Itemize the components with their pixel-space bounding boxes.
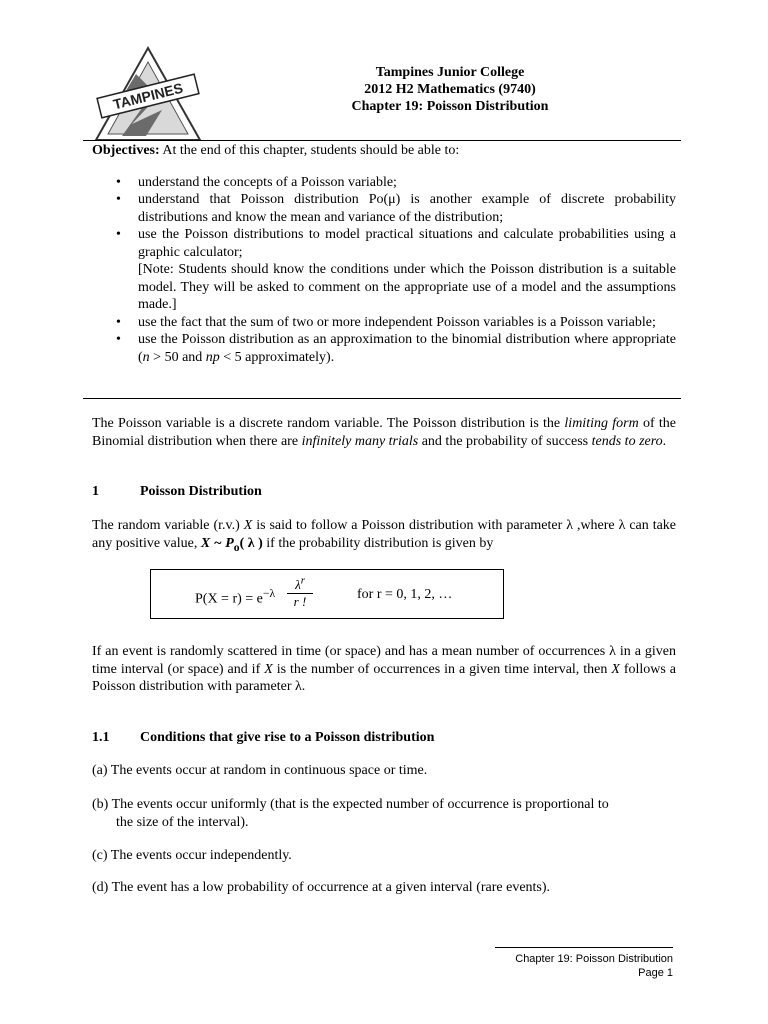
college-name: Tampines Junior College xyxy=(375,65,525,80)
section-1-heading: 1 Poisson Distribution xyxy=(92,484,262,499)
list-item: • understand that Poisson distribution Po(μ) is another example of discrete probability distributions and know the mean and variance of the distribution; xyxy=(116,192,676,225)
scatter-paragraph: If an event is randomly scattered in time (or space) and has a mean number of occurrences λ in a given time interval (or space) and if X is the number of occurrences in a given time interval, then X follows a Poisson distribution with parameter λ. xyxy=(92,644,677,694)
document-header xyxy=(300,64,600,115)
list-item: • use the Poisson distribution as an approximation to the binomial distribution where appropriate (n > 50 and np < 5 approximately). xyxy=(116,332,676,365)
condition-d: (d) The event has a low probability of occurrence at a given interval (rare events). xyxy=(92,880,551,895)
list-item: • use the Poisson distributions to model practical situations and calculate probabilities using a graphic calculator; [Note: Students should know the conditions under which the Poisson distribution is a suitable model. They will be asked to comment on the appropriate use of a model and the assumptions made.] xyxy=(116,227,676,312)
condition-c: (c) The events occur independently. xyxy=(92,848,292,863)
svg-text:TAMPINES: TAMPINES xyxy=(111,79,185,113)
course-title: 2012 H2 Mathematics (9740) xyxy=(364,82,536,97)
divider-top xyxy=(83,140,681,141)
page-number: Page 1 xyxy=(638,967,673,979)
chapter-title: Chapter 19: Poisson Distribution xyxy=(351,99,549,114)
formula-fraction: $\lambda^r$ r ! xyxy=(285,574,315,609)
divider-bottom xyxy=(83,398,681,399)
bullet-icon: • xyxy=(116,314,121,330)
objectives-note: [Note: Students should know the conditions under which the Poisson distribution is a suitable model. They will be asked to comment on the appropriate use of a model and the assumptions made.] xyxy=(138,262,676,312)
list-item: • use the fact that the sum of two or more independent Poisson variables is a Poisson variable; xyxy=(116,314,656,330)
intro-paragraph: The Poisson variable is a discrete random variable. The Poisson distribution is the limiting form of the Binomial distribution when there are infinitely many trials and the probability of success tends to zero. xyxy=(92,416,677,449)
bullet-icon: • xyxy=(116,227,121,242)
poisson-formula-box xyxy=(150,569,504,619)
page-footer xyxy=(440,952,673,980)
objectives-section xyxy=(92,142,676,366)
condition-a: (a) The events occur at random in continuous space or time. xyxy=(92,763,428,778)
bullet-icon: • xyxy=(116,332,121,347)
section-1-1-heading: 1.1 Conditions that give rise to a Poisson distribution xyxy=(92,730,435,745)
bullet-icon: • xyxy=(116,192,121,207)
bullet-icon: • xyxy=(116,174,121,190)
condition-b: (b) The events occur uniformly (that is the expected number of occurrence is proportional to the size of the interval). xyxy=(92,797,609,830)
footer-chapter: Chapter 19: Poisson Distribution xyxy=(515,953,673,965)
formula-domain: for r = 0, 1, 2, … xyxy=(357,587,453,602)
formula-lhs: $P(X = r) = e^{-\lambda}$ xyxy=(195,587,276,607)
list-item: • understand the concepts of a Poisson variable; xyxy=(116,174,397,190)
definition-paragraph: The random variable (r.v.) X is said to follow a Poisson distribution with parameter λ ,where λ can take any positive value, X ~ $P_o$( λ ) if the probability distribution is given by xyxy=(92,518,677,554)
college-logo xyxy=(92,44,204,144)
objectives-list xyxy=(92,174,676,367)
objectives-lead: Objectives: At the end of this chapter, students should be able to: xyxy=(92,143,460,158)
footer-rule xyxy=(495,947,673,948)
